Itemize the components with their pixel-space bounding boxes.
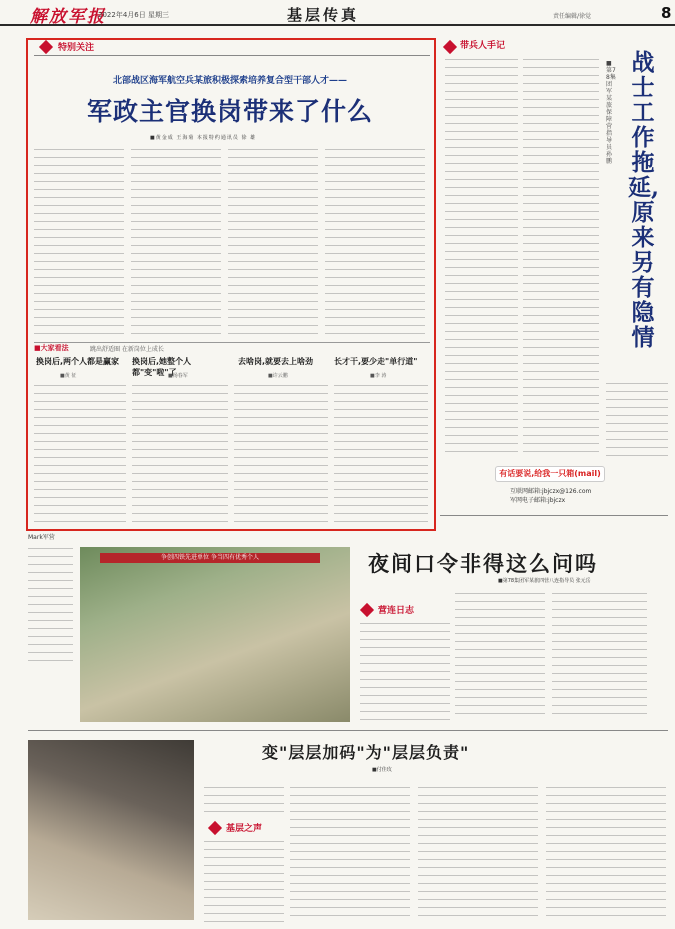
section-diamond-icon [443,40,457,54]
column-author: ■黄 征 [60,373,77,379]
bottom-headline: 变"层层加码"为"层层负责" [262,743,470,762]
column-body [234,382,328,522]
soldier-photo [28,740,194,920]
article-body-column [131,146,221,336]
page-editor: 责任编辑/徐觉 [553,13,592,20]
right-section-tag: 带兵人手记 [460,41,506,51]
article-headline: 军政主官换岗带来了什么 [86,97,373,126]
comment-subtitle: 跳出舒适圈 在新岗位上成长 [90,346,164,353]
mark-body [28,545,73,665]
lower-body-column [455,590,545,720]
lower-body-column [360,620,450,720]
bottom-body-column [204,838,284,922]
right-body-column [445,56,518,456]
lower-body-column [552,590,647,720]
divider [28,730,668,731]
column-body [132,382,228,522]
right-headline: 战士工作拖延,原来另有隐情 [628,49,660,351]
lower-section-tag: 营连日志 [378,606,415,616]
bottom-section-tag: 基层之声 [226,824,263,834]
article-subheading: 北部战区海军航空兵某旅积极探索培养复合型干部人才—— [112,76,347,86]
mail-email: 互联网邮箱:jbjczx@126.com [510,488,592,495]
column-title: 长才干,要少走"单行道" [334,357,418,366]
lower-byline: ■第78集团军某旅四营八连指导员 张元岳 [498,578,591,584]
column-body [334,382,428,522]
right-byline: ■第78集团军某旅保障营指导员 孙 鹏 [606,60,616,165]
section-diamond-icon [208,821,222,835]
column-body [34,382,126,522]
column-author: ■许云鹏 [268,373,288,379]
newspaper-logo: 解放军报 [30,7,106,27]
bottom-body-column [290,784,410,922]
divider [440,515,668,516]
mail-banner: 有话要说,给我一只箱(mail) [495,466,605,482]
column-title: 去啥岗,就要去上啥劲 [238,357,314,366]
photo-banner-text: 争创四铁先进单位 争当四有优秀个人 [100,553,320,563]
column-author: ■杨春军 [168,373,188,379]
column-author: ■李 涛 [370,373,387,379]
article-body-column [325,146,425,336]
article-body-column [228,146,318,336]
right-body-column [523,56,599,456]
barracks-photo [80,547,350,722]
section-diamond-icon [360,603,374,617]
bottom-body-column [418,784,538,922]
bottom-body-column [204,784,284,814]
issue-date: 2022年4月6日 星期三 [98,11,169,19]
right-body-column [606,380,668,460]
column-title: 换岗后,她整个人都"变"啦"了 [132,357,192,377]
bottom-body-column [546,784,666,922]
article-byline: ■黄金成 王海菊 本报特约通讯员 徐 雄 [150,135,257,141]
article-body-column [34,146,124,336]
feature-section-tag: 特别关注 [58,43,95,53]
comment-label: ■大家看法 [34,344,69,352]
mark-section-label: Mark军营 [28,534,55,541]
bottom-byline: ■付佳玫 [372,767,392,773]
divider [34,55,430,56]
page-number: 8 [661,4,672,22]
section-title: 基层传真 [287,6,360,24]
lower-headline: 夜间口令非得这么问吗 [368,551,598,576]
mail-intranet: 军网电子邮箱:jbjczx [510,497,566,504]
column-title: 换岗后,两个人都是赢家 [36,357,120,366]
